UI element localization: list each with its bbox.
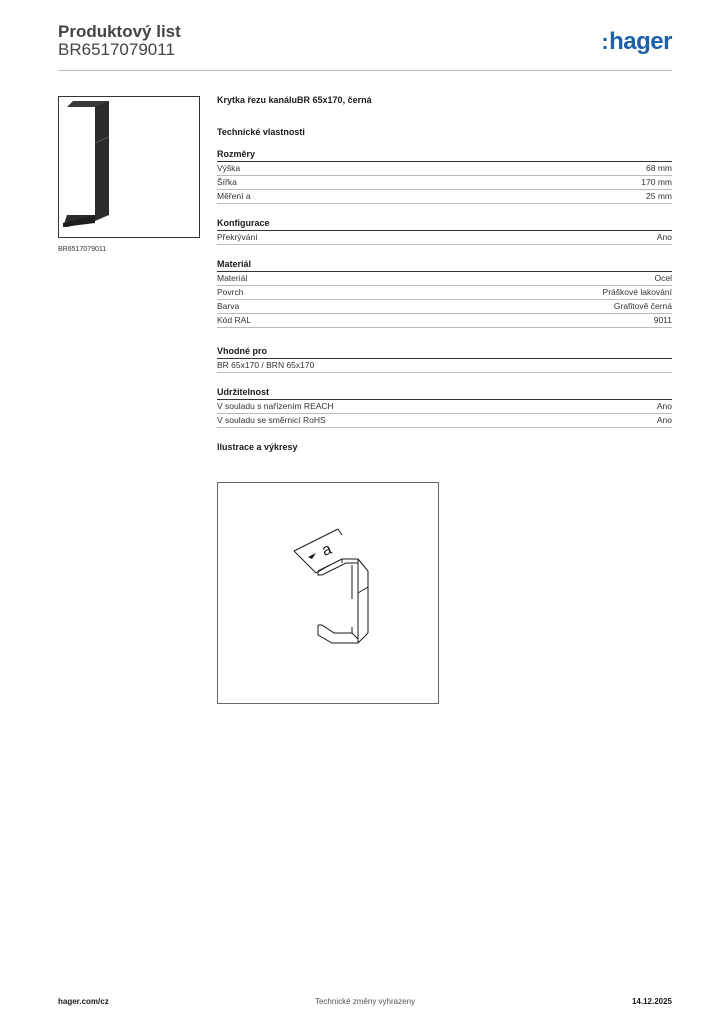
spec-row	[217, 359, 672, 373]
spec-label: Materiál	[217, 273, 248, 283]
section-title: Rozměry	[217, 149, 672, 162]
spec-label: V souladu se směrnicí RoHS	[217, 415, 326, 425]
page-header	[58, 22, 672, 71]
spec-label: Překrývání	[217, 232, 258, 242]
spec-value: Ano	[656, 401, 672, 411]
product-name: Krytka řezu kanáluBR 65x170, černá	[217, 95, 372, 105]
section-title: Udržitelnost	[217, 387, 672, 400]
spec-value: 68 mm	[646, 163, 672, 173]
spec-label: Měření a	[217, 191, 251, 201]
spec-label: Barva	[217, 301, 240, 311]
dimension-label: a	[319, 540, 335, 560]
spec-value: Ano	[656, 415, 672, 425]
spec-value: Ocel	[654, 273, 672, 283]
main-content	[217, 95, 672, 460]
spec-value: Grafitově černá	[613, 301, 672, 311]
spec-row	[217, 272, 672, 286]
section-sustainability	[217, 387, 672, 428]
spec-row	[217, 176, 672, 190]
spec-value: Ano	[656, 232, 672, 242]
section-configuration	[217, 218, 672, 245]
spec-label: V souladu s nařízením REACH	[217, 401, 334, 411]
spec-label: Výška	[217, 163, 241, 173]
footer-date: 14.12.2025	[631, 997, 672, 1006]
spec-row	[217, 286, 672, 300]
spec-label: Povrch	[217, 287, 244, 297]
spec-row	[217, 314, 672, 328]
spec-value: 170 mm	[641, 177, 672, 187]
document-title: Produktový list	[58, 22, 181, 41]
spec-row	[217, 400, 672, 414]
section-suitable-for	[217, 346, 672, 373]
logo-dots-icon: :	[601, 29, 609, 54]
spec-row	[217, 414, 672, 428]
spec-row	[217, 231, 672, 245]
product-image-caption: BR6517079011	[58, 246, 107, 253]
section-title: Vhodné pro	[217, 346, 672, 359]
tech-properties-title: Technické vlastnosti	[217, 127, 305, 137]
spec-value: 25 mm	[646, 191, 672, 201]
spec-row	[217, 300, 672, 314]
dimension-drawing-icon	[218, 483, 438, 703]
spec-value: Práškové lakování	[602, 287, 672, 297]
section-material	[217, 259, 672, 328]
spec-row	[217, 190, 672, 204]
spec-label: Šířka	[217, 177, 237, 187]
illustrations-title: Ilustrace a výkresy	[217, 442, 298, 452]
product-image	[58, 96, 200, 238]
footer-website-link[interactable]: hager.com/cz	[58, 997, 109, 1006]
footer-notice: Technické změny vyhrazeny	[314, 997, 416, 1006]
section-title: Materiál	[217, 259, 672, 272]
hager-logo	[601, 28, 672, 56]
technical-drawing	[217, 482, 439, 704]
spec-label: Kód RAL	[217, 315, 252, 325]
logo-text: hager	[609, 28, 672, 55]
spec-label: BR 65x170 / BRN 65x170	[217, 360, 315, 370]
cover-product-icon	[59, 97, 199, 237]
product-code: BR6517079011	[58, 40, 175, 59]
section-dimensions	[217, 149, 672, 204]
spec-row	[217, 162, 672, 176]
spec-value: 9011	[653, 315, 672, 325]
section-title: Konfigurace	[217, 218, 672, 231]
